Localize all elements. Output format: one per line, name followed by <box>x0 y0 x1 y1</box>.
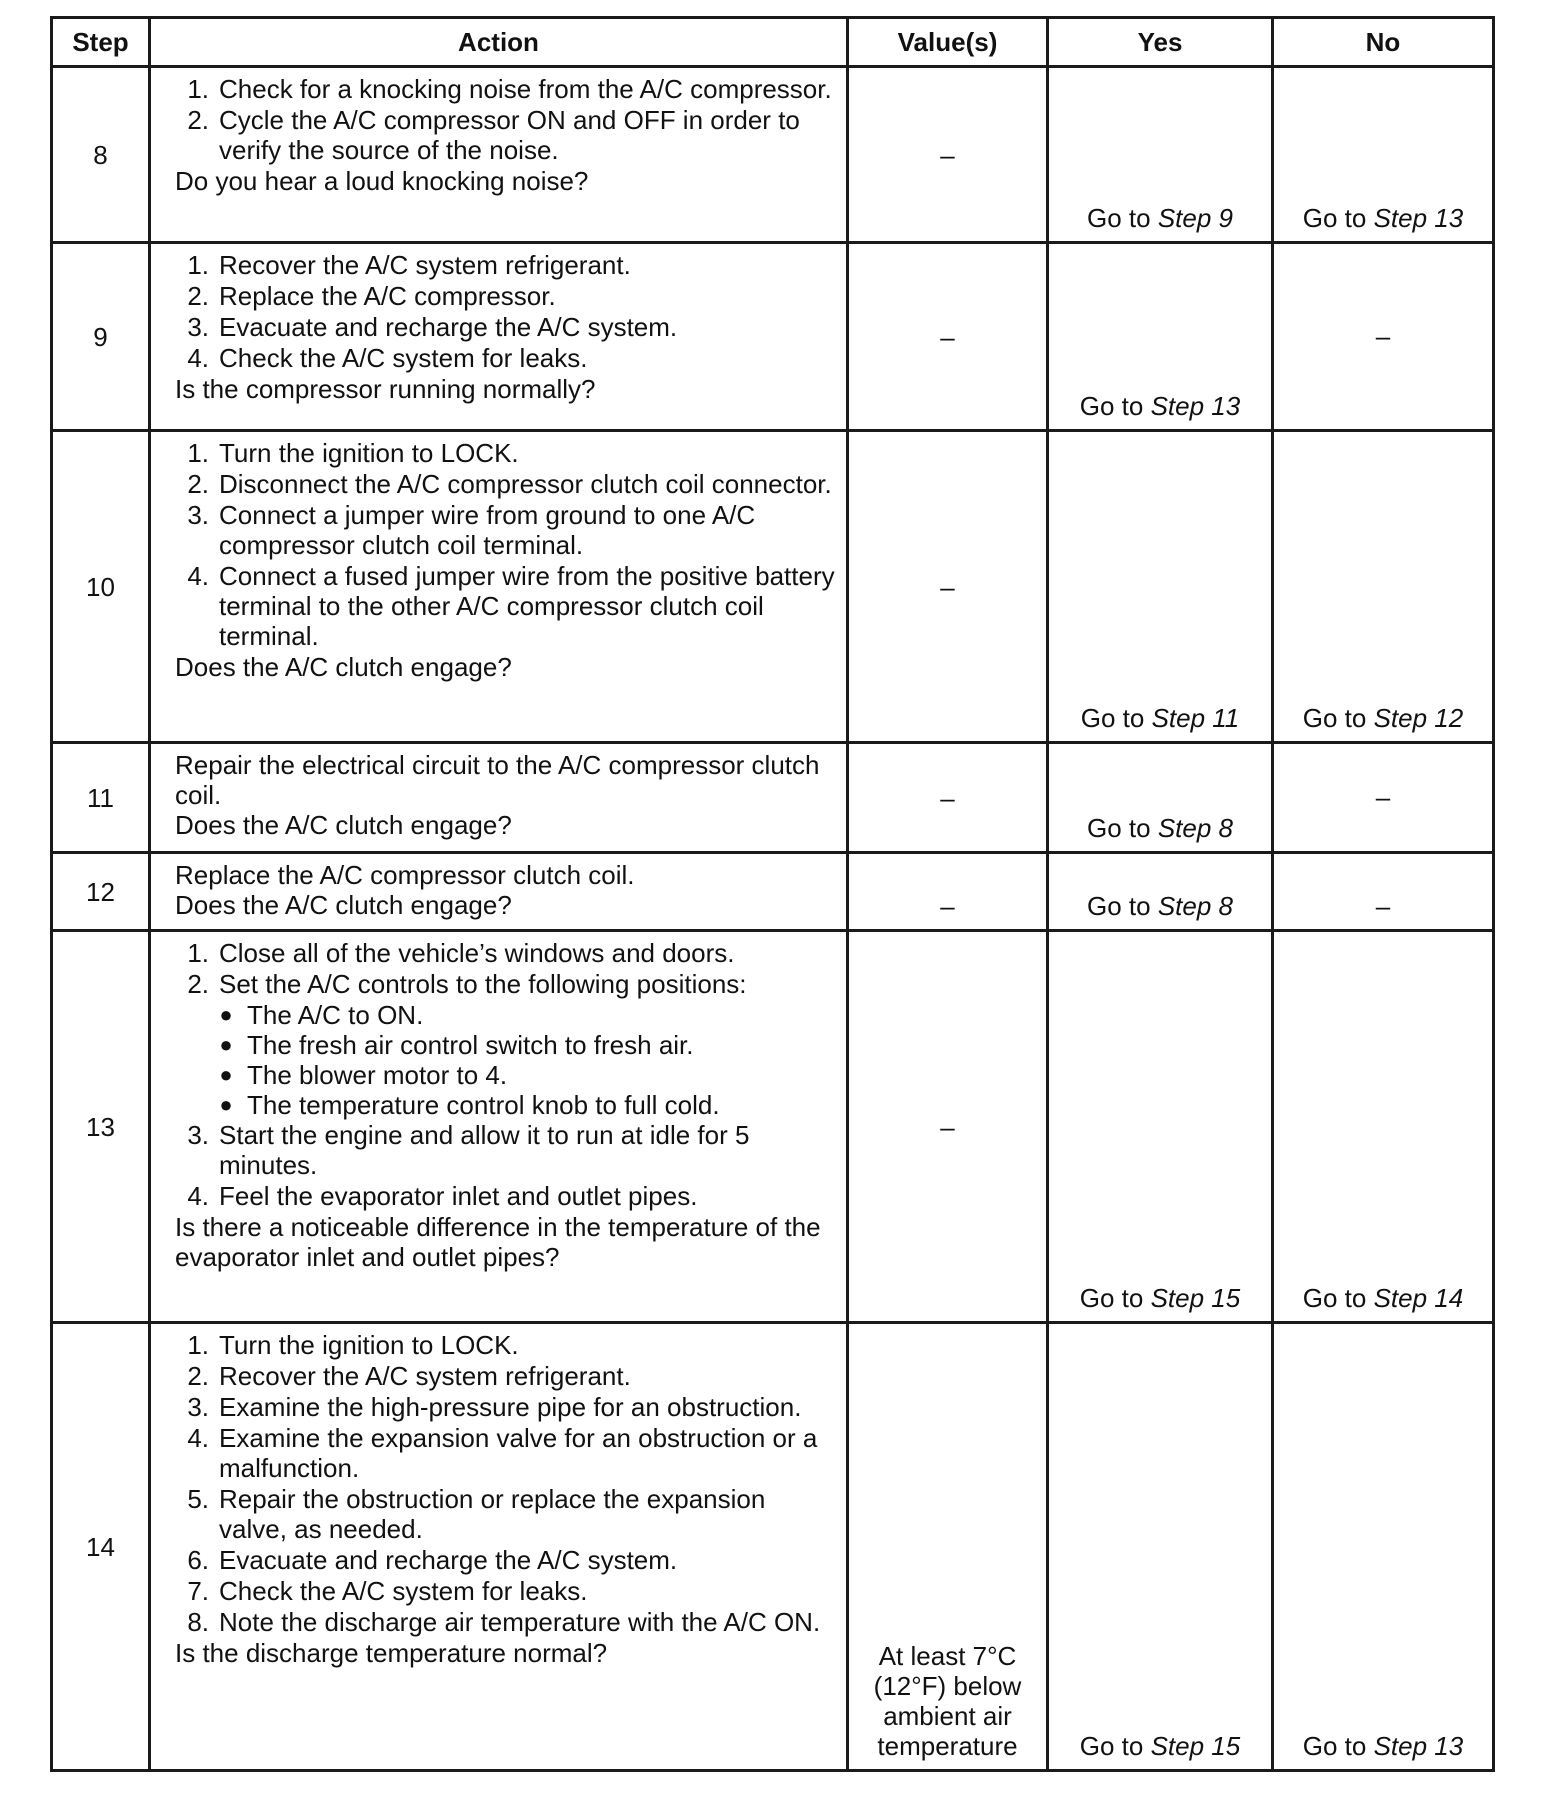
step-number: 9 <box>52 243 150 431</box>
step-number: 12 <box>52 853 150 931</box>
action-item: 1. Check for a knocking noise from the A/C compressor. <box>187 74 832 104</box>
no-cell: – <box>1273 743 1494 853</box>
step-number: 10 <box>52 431 150 743</box>
action-question: Is the compressor running normally? <box>175 374 596 404</box>
yes-cell: Go to Step 8 <box>1048 743 1273 853</box>
action-cell <box>150 931 848 1323</box>
action-item: 3. Examine the high-pressure pipe for an obstruction. <box>187 1392 802 1422</box>
bullet-item: ● The A/C to ON. <box>209 1000 836 1030</box>
action-item: 2. Cycle the A/C compressor ON and OFF in order to verify the source of the noise. <box>187 105 800 165</box>
table-row <box>52 243 1494 431</box>
bullet-icon: ● <box>219 1062 233 1087</box>
yes-cell: Go to Step 15 <box>1048 1323 1273 1771</box>
header-row <box>52 18 1494 67</box>
step-number: 8 <box>52 67 150 243</box>
table-row <box>52 853 1494 931</box>
value-cell: – <box>848 67 1048 243</box>
action-cell <box>150 431 848 743</box>
table-row <box>52 931 1494 1323</box>
table-row <box>52 743 1494 853</box>
action-cell <box>150 743 848 853</box>
no-cell: Go to Step 12 <box>1273 431 1494 743</box>
action-item: 3. Evacuate and recharge the A/C system. <box>187 312 678 342</box>
no-cell: – <box>1273 853 1494 931</box>
yes-cell: Go to Step 15 <box>1048 931 1273 1323</box>
action-item: 4. Examine the expansion valve for an obstruction or a malfunction. <box>187 1423 818 1483</box>
step-number: 11 <box>52 743 150 853</box>
action-question: Is the discharge temperature normal? <box>175 1638 608 1668</box>
action-cell <box>150 1323 848 1771</box>
table-row <box>52 67 1494 243</box>
action-cell <box>150 67 848 243</box>
action-item: 4. Feel the evaporator inlet and outlet pipes. <box>187 1181 698 1211</box>
yes-cell: Go to Step 11 <box>1048 431 1273 743</box>
value-cell: At least 7°C (12°F) below ambient air temperature <box>848 1323 1048 1771</box>
action-item: 4. Connect a fused jumper wire from the positive battery terminal to the other A/C compressor clutch coil terminal. <box>187 561 835 651</box>
action-text: Replace the A/C compressor clutch coil. <box>175 860 635 890</box>
action-item: 2. Recover the A/C system refrigerant. <box>187 1361 631 1391</box>
value-cell: – <box>848 431 1048 743</box>
action-text: Repair the electrical circuit to the A/C compressor clutch coil. <box>175 750 820 810</box>
action-item: 1. Close all of the vehicle’s windows and doors. <box>187 938 735 968</box>
action-item: 6. Evacuate and recharge the A/C system. <box>187 1545 678 1575</box>
bullet-item: ● The temperature control knob to full cold. <box>209 1090 836 1120</box>
action-item: 2. Set the A/C controls to the following positions: <box>187 969 747 999</box>
step-number: 13 <box>52 931 150 1323</box>
header-step: Step <box>52 18 150 67</box>
action-question: Does the A/C clutch engage? <box>175 890 512 920</box>
action-item: 2. Disconnect the A/C compressor clutch coil connector. <box>187 469 832 499</box>
action-cell <box>150 853 848 931</box>
value-cell: – <box>848 743 1048 853</box>
action-item: 1. Recover the A/C system refrigerant. <box>187 250 631 280</box>
bullet-icon: ● <box>219 1092 233 1117</box>
diagnostic-table <box>50 16 1495 1772</box>
no-cell: – <box>1273 243 1494 431</box>
table-row <box>52 1323 1494 1771</box>
bullet-item: ● The fresh air control switch to fresh air. <box>209 1030 836 1060</box>
no-cell: Go to Step 13 <box>1273 1323 1494 1771</box>
value-cell: – <box>848 853 1048 931</box>
action-question: Does the A/C clutch engage? <box>175 810 512 840</box>
header-yes: Yes <box>1048 18 1273 67</box>
action-item: 1. Turn the ignition to LOCK. <box>187 1330 519 1360</box>
no-cell: Go to Step 13 <box>1273 67 1494 243</box>
bullet-icon: ● <box>219 1002 233 1027</box>
action-item: 4. Check the A/C system for leaks. <box>187 343 588 373</box>
yes-cell: Go to Step 9 <box>1048 67 1273 243</box>
action-question: Do you hear a loud knocking noise? <box>175 166 589 196</box>
action-item: 3. Start the engine and allow it to run at idle for 5 minutes. <box>187 1120 750 1180</box>
action-cell <box>150 243 848 431</box>
table-row <box>52 431 1494 743</box>
action-item: 2. Replace the A/C compressor. <box>187 281 556 311</box>
yes-cell: Go to Step 8 <box>1048 853 1273 931</box>
action-question: Is there a noticeable difference in the temperature of the evaporator inlet and outlet pipes? <box>175 1212 821 1272</box>
step-number: 14 <box>52 1323 150 1771</box>
bullet-item: ● The blower motor to 4. <box>209 1060 836 1090</box>
action-item: 7. Check the A/C system for leaks. <box>187 1576 588 1606</box>
bullet-icon: ● <box>219 1032 233 1057</box>
value-cell: – <box>848 243 1048 431</box>
value-cell: – <box>848 931 1048 1323</box>
action-item: 1. Turn the ignition to LOCK. <box>187 438 519 468</box>
yes-cell: Go to Step 13 <box>1048 243 1273 431</box>
header-no: No <box>1273 18 1494 67</box>
action-item: 3. Connect a jumper wire from ground to one A/C compressor clutch coil terminal. <box>187 500 756 560</box>
action-item: 8. Note the discharge air temperature with the A/C ON. <box>187 1607 821 1637</box>
no-cell: Go to Step 14 <box>1273 931 1494 1323</box>
action-question: Does the A/C clutch engage? <box>175 652 512 682</box>
header-values: Value(s) <box>848 18 1048 67</box>
action-item: 5. Repair the obstruction or replace the expansion valve, as needed. <box>187 1484 766 1544</box>
header-action: Action <box>150 18 848 67</box>
